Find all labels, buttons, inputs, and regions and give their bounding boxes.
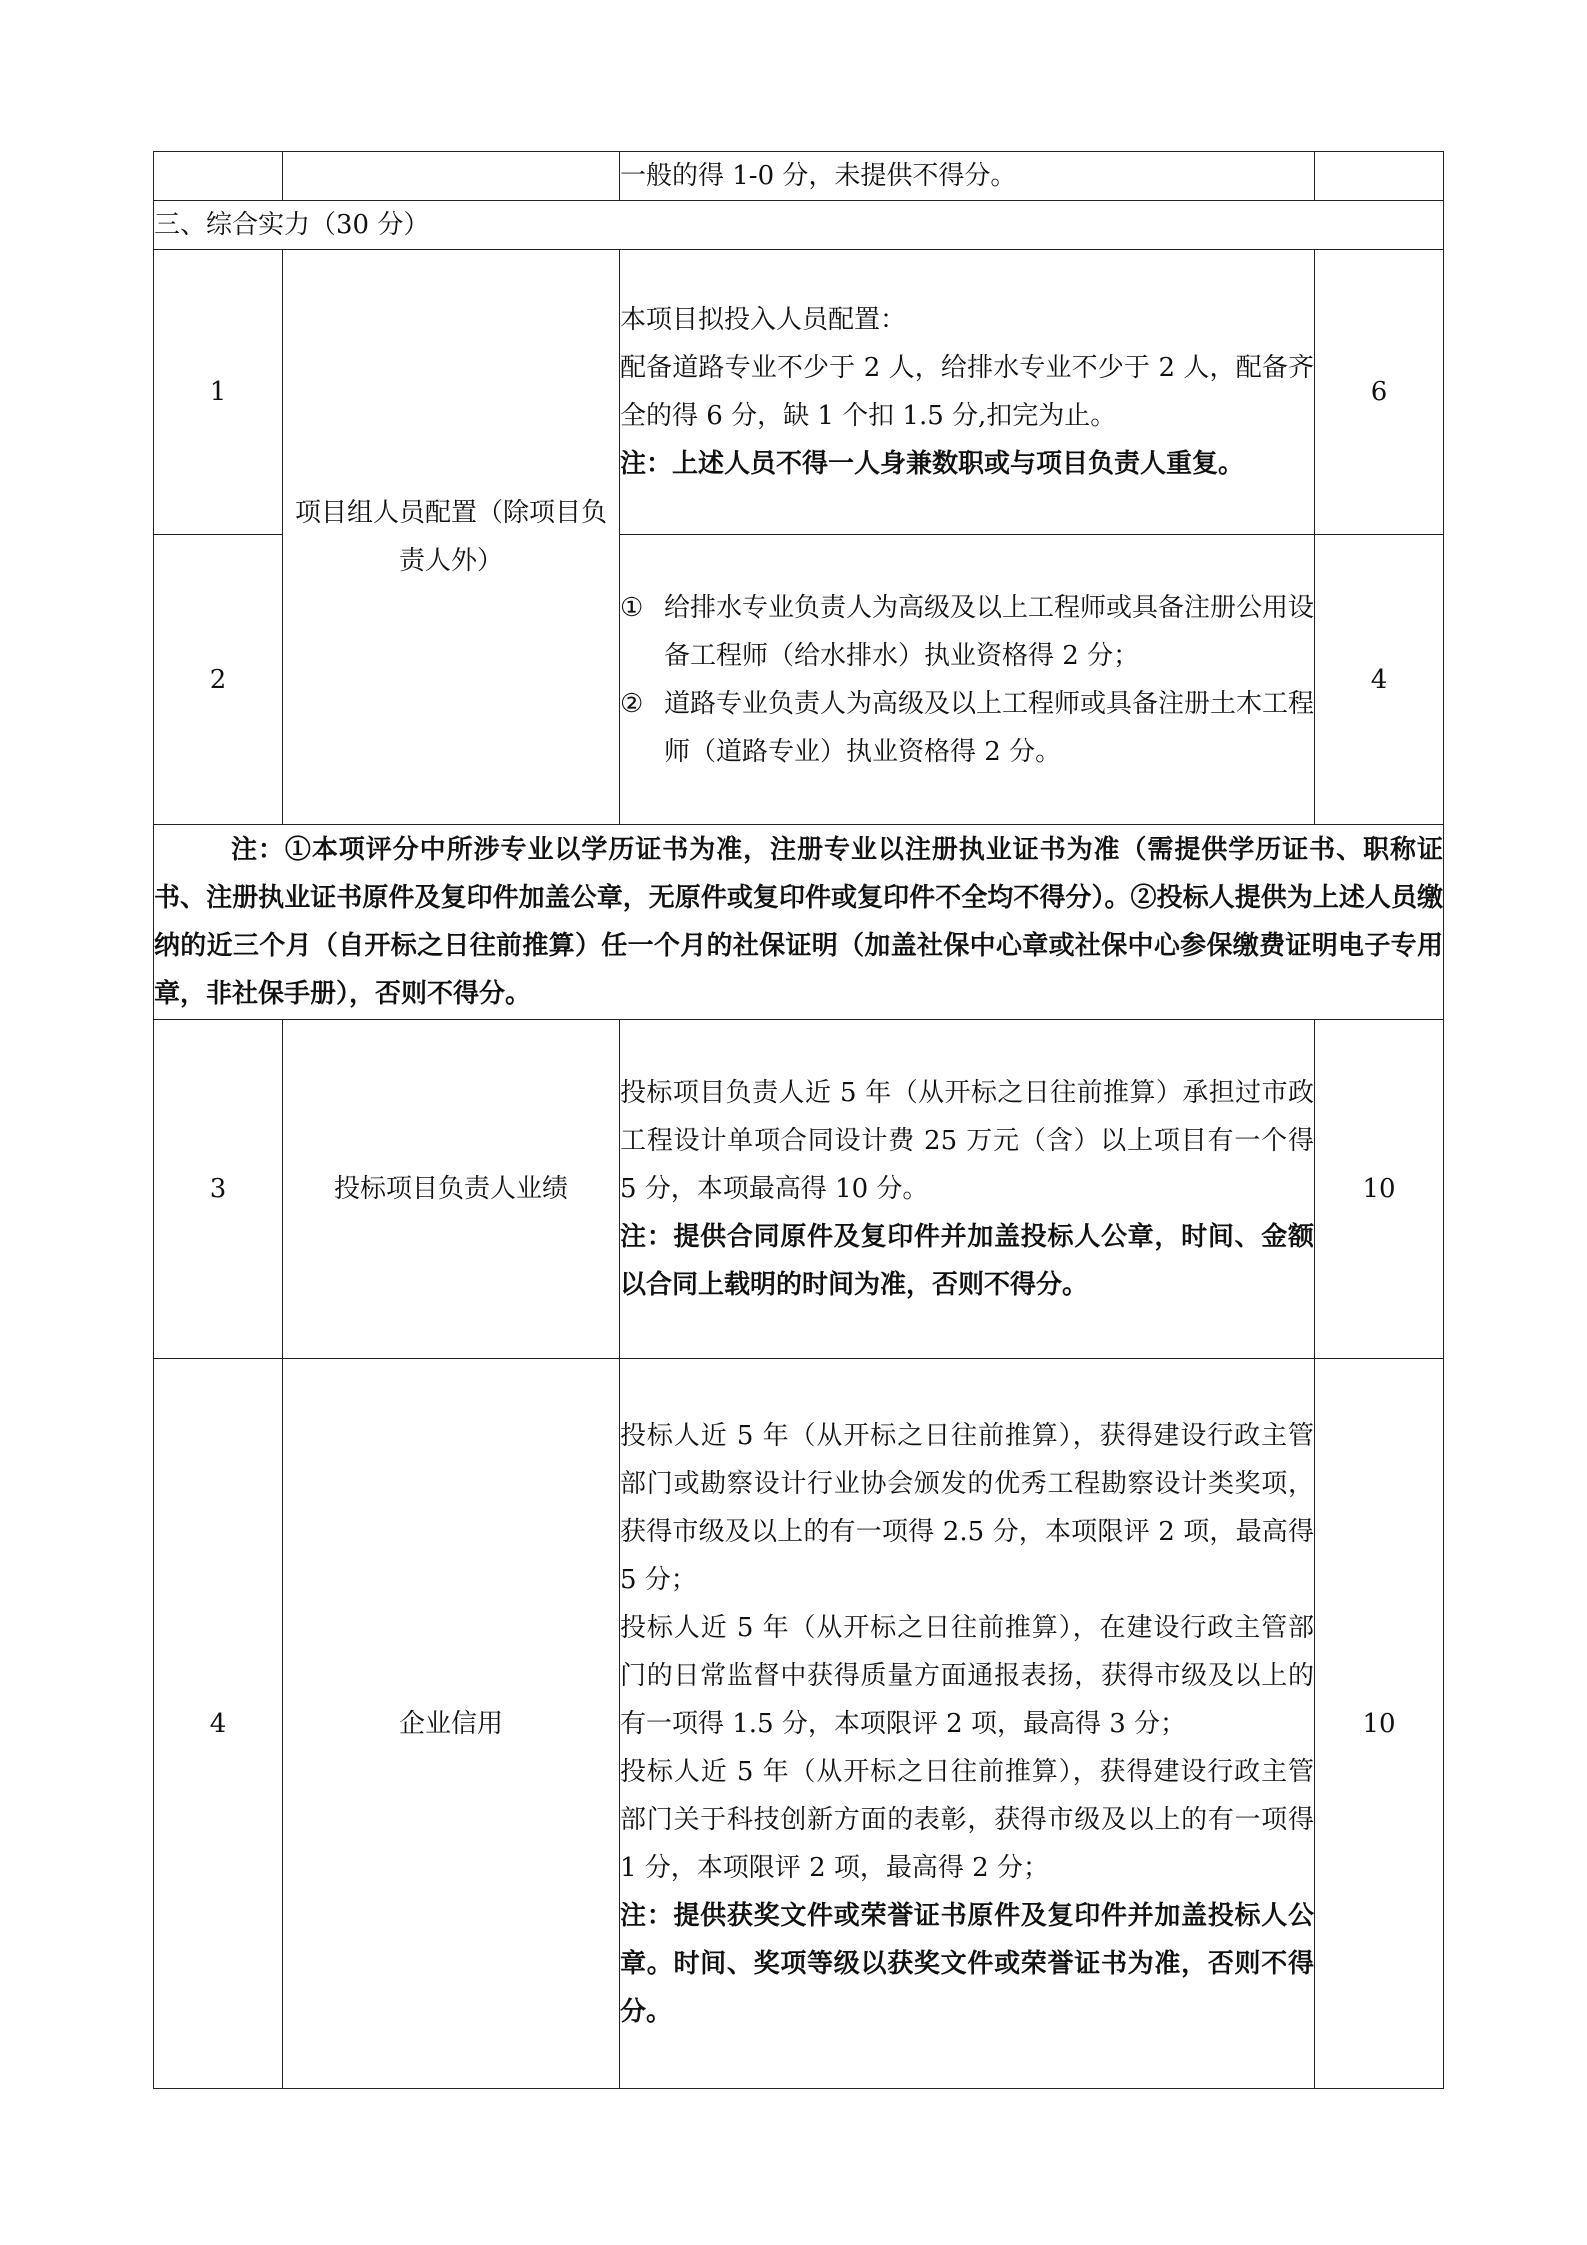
scoring-table — [153, 151, 1444, 2089]
section-title: 三、综合实力（30 分） — [154, 201, 1444, 250]
section-row — [154, 201, 1444, 250]
note-row — [154, 825, 1444, 1020]
note-cell — [154, 825, 1444, 1020]
item-label: 投标项目负责人业绩 — [333, 1174, 568, 1204]
criteria-cell — [620, 250, 1315, 535]
criteria-cell — [620, 1020, 1315, 1359]
no-cell — [154, 152, 283, 201]
no-cell: 4 — [154, 1359, 283, 2089]
score-cell: 4 — [1315, 535, 1444, 825]
item-cell — [283, 1359, 620, 2089]
criteria-cell — [620, 535, 1315, 825]
note-text: 注：①本项评分中所涉专业以学历证书为准，注册专业以注册执业证书为准（需提供学历证书、职称证书、注册执业证书原件及复印件加盖公章，无原件或复印件或复印件不全均不得分）。②投标人提供为上述人员缴纳的近三个月（自开标之日往前推算）任一个月的社保证明（加盖社保中心章或社保中心参保缴费证明电子专用章，非社保手册），否则不得分。 — [154, 835, 1443, 1009]
table-row — [154, 152, 1444, 201]
criteria-body: 投标项目负责人近 5 年（从开标之日往前推算）承担过市政工程设计单项合同设计费 25 万元（含）以上项目有一个得 5 分，本项最高得 10 分。 — [620, 1078, 1314, 1204]
list-item — [620, 680, 1314, 776]
criteria-cell — [620, 1359, 1315, 2089]
item-label: 项目组人员配置（除项目负责人外） — [294, 498, 607, 576]
no-cell: 2 — [154, 535, 283, 825]
list-marker: ① — [620, 592, 644, 623]
item-cell — [283, 1020, 620, 1359]
criteria-note: 注：提供获奖文件或荣誉证书原件及复印件并加盖投标人公章。时间、奖项等级以获奖文件或荣誉证书为准，否则不得分。 — [620, 1900, 1314, 2027]
list-text: 道路专业负责人为高级及以上工程师或具备注册土木工程师（道路专业）执业资格得 2 分。 — [664, 688, 1315, 767]
criteria-paragraph: 投标人近 5 年（从开标之日往前推算），获得建设行政主管部门或勘察设计行业协会颁发的优秀工程勘察设计类奖项，获得市级及以上的有一项得 2.5 分，本项限评 2 项，最高得 5 分； — [620, 1420, 1314, 1595]
table-row — [154, 250, 1444, 535]
score-cell — [1315, 152, 1444, 201]
criteria-body: 配备道路专业不少于 2 人，给排水专业不少于 2 人，配备齐全的得 6 分，缺 1 个扣 1.5 分,扣完为止。 — [620, 353, 1314, 431]
score-cell: 10 — [1315, 1359, 1444, 2089]
criteria-text: 一般的得 1-0 分，未提供不得分。 — [620, 161, 1017, 191]
criteria-intro: 本项目拟投入人员配置： — [620, 305, 907, 335]
criteria-paragraph: 投标人近 5 年（从开标之日往前推算），获得建设行政主管部门关于科技创新方面的表彰，获得市级及以上的有一项得 1 分，本项限评 2 项，最高得 2 分； — [620, 1756, 1314, 1883]
table-row — [154, 1020, 1444, 1359]
no-cell: 3 — [154, 1020, 283, 1359]
table-row — [154, 1359, 1444, 2089]
item-cell — [283, 250, 620, 825]
item-label: 企业信用 — [398, 1708, 503, 1739]
list-marker: ② — [620, 688, 644, 719]
item-cell — [283, 152, 620, 201]
list-text: 给排水专业负责人为高级及以上工程师或具备注册公用设备工程师（给水排水）执业资格得 2 分； — [664, 592, 1315, 671]
no-cell: 1 — [154, 250, 283, 535]
criteria-note: 注：上述人员不得一人身兼数职或与项目负责人重复。 — [620, 449, 1245, 479]
criteria-paragraph: 投标人近 5 年（从开标之日往前推算），在建设行政主管部门的日常监督中获得质量方面通报表扬，获得市级及以上的有一项得 1.5 分，本项限评 2 项，最高得 3 分； — [620, 1612, 1314, 1739]
criteria-cell — [620, 152, 1315, 201]
criteria-note: 注：提供合同原件及复印件并加盖投标人公章，时间、金额以合同上载明的时间为准，否则不得分。 — [620, 1222, 1314, 1300]
score-cell: 6 — [1315, 250, 1444, 535]
list-item — [620, 584, 1314, 680]
score-cell: 10 — [1315, 1020, 1444, 1359]
